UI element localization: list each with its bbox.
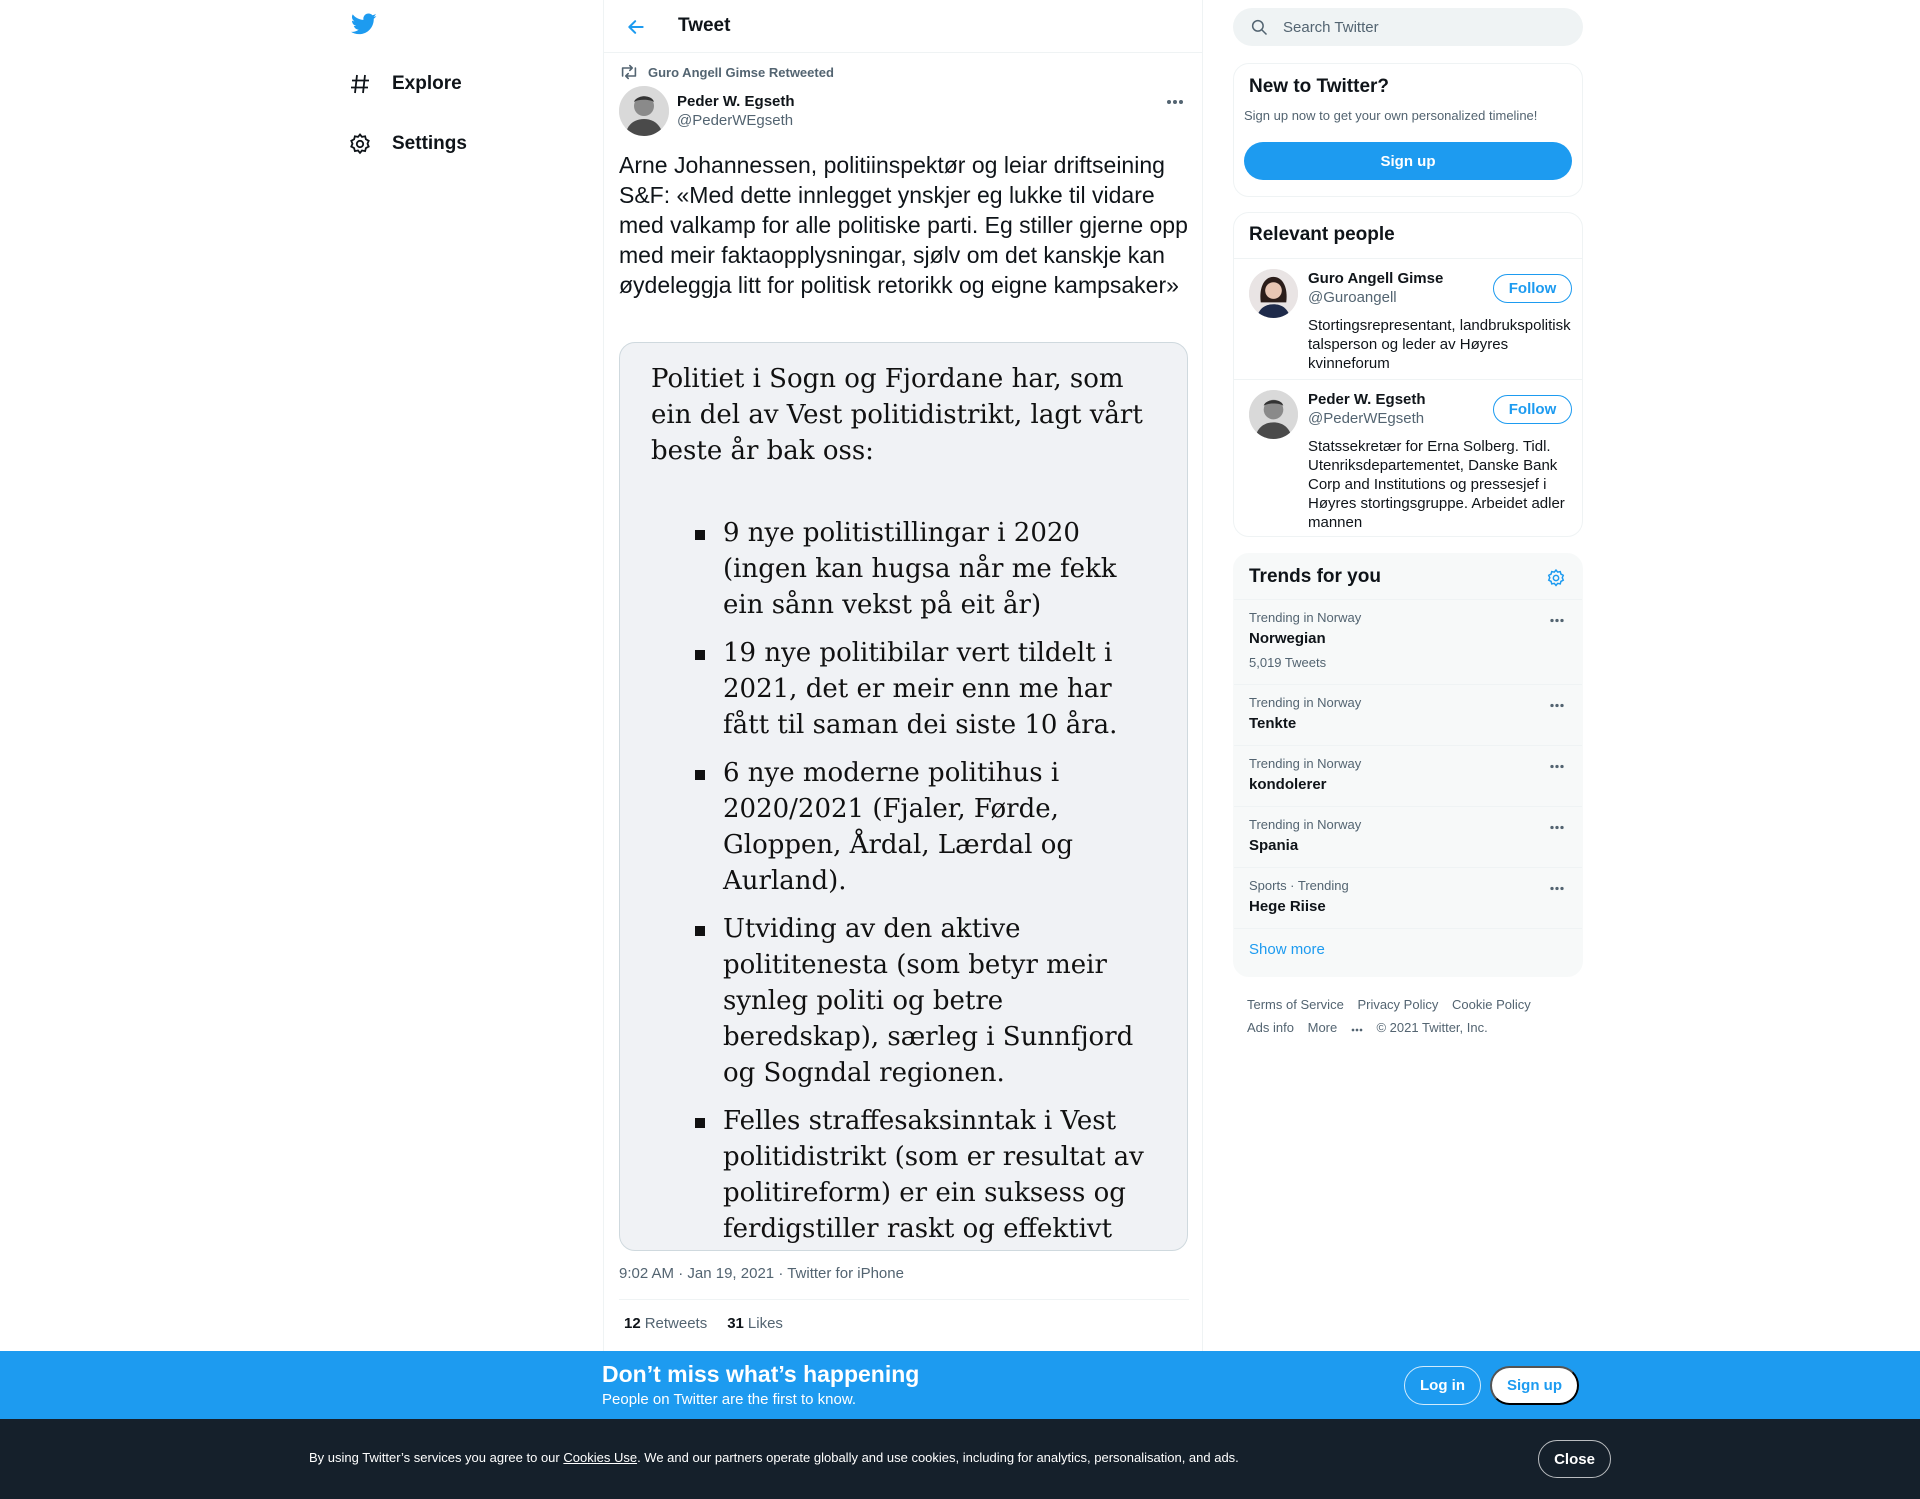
follow-button[interactable]: Follow bbox=[1493, 274, 1572, 303]
retweets-stat[interactable] bbox=[624, 1315, 707, 1332]
page-title: Tweet bbox=[678, 15, 731, 36]
trend-name: Norwegian bbox=[1249, 630, 1326, 647]
hashtag-icon bbox=[346, 70, 374, 98]
new-to-twitter-subtitle: Sign up now to get your own personalized timeline! bbox=[1244, 108, 1538, 123]
media-bullet-item: 19 nye politibilar vert tildelt i 2021, det er meir enn me har fått til saman dei siste 10 åra. bbox=[695, 635, 1157, 743]
divider bbox=[1234, 258, 1582, 259]
cookie-text bbox=[309, 1450, 1239, 1465]
trend-name: kondolerer bbox=[1249, 776, 1327, 793]
media-intro-text: Politiet i Sogn og Fjordane har, som ein del av Vest politidistrikt, lagt vårt beste år bak oss: bbox=[651, 364, 1143, 466]
footer-link[interactable]: Cookie Policy bbox=[1451, 997, 1531, 1012]
trend-item[interactable] bbox=[1234, 600, 1582, 684]
banner-sign-up-button[interactable]: Sign up bbox=[1490, 1366, 1579, 1405]
relevant-people-title: Relevant people bbox=[1249, 224, 1395, 245]
trend-count: 5,019 Tweets bbox=[1249, 655, 1327, 670]
media-bullet-list bbox=[651, 515, 1157, 1251]
retweets-count: 12 bbox=[624, 1315, 641, 1332]
cookie-text-prefix: By using Twitter’s services you agree to our bbox=[309, 1450, 564, 1465]
cookies-use-link[interactable]: Cookies Use bbox=[563, 1450, 638, 1465]
divider bbox=[1234, 928, 1582, 929]
gear-icon bbox=[346, 130, 374, 158]
trend-item[interactable] bbox=[1234, 868, 1582, 928]
trend-item[interactable] bbox=[1234, 746, 1582, 806]
banner-subtitle: People on Twitter are the first to know. bbox=[602, 1391, 857, 1408]
cookie-bar bbox=[0, 1419, 1920, 1499]
relevant-person[interactable] bbox=[1249, 269, 1569, 379]
log-in-button[interactable]: Log in bbox=[1404, 1366, 1481, 1405]
search-input[interactable] bbox=[1283, 19, 1563, 36]
person-avatar[interactable] bbox=[1249, 390, 1298, 439]
copyright: © 2021 Twitter, Inc. bbox=[1376, 1020, 1488, 1035]
person-name[interactable]: Guro Angell Gimse bbox=[1308, 270, 1444, 287]
cookie-close-button[interactable]: Close bbox=[1538, 1440, 1611, 1478]
author-handle[interactable]: @PederWEgseth bbox=[677, 112, 794, 129]
nav-explore-label: Explore bbox=[392, 73, 462, 94]
divider bbox=[1234, 379, 1582, 380]
relevant-people-card bbox=[1233, 212, 1583, 537]
more-options-icon[interactable] bbox=[1546, 697, 1568, 713]
more-options-icon[interactable] bbox=[1546, 880, 1568, 896]
follow-button[interactable]: Follow bbox=[1493, 395, 1572, 424]
trend-context: Trending in Norway bbox=[1249, 695, 1362, 710]
likes-stat[interactable] bbox=[727, 1315, 783, 1332]
author-name[interactable]: Peder W. Egseth bbox=[677, 93, 795, 110]
cookie-text-suffix: . We and our partners operate globally and use cookies, including for analytics, personalisation, and ads. bbox=[637, 1450, 1239, 1465]
retweet-icon bbox=[618, 63, 640, 81]
likes-label: Likes bbox=[747, 1315, 783, 1332]
media-bullet-item: 9 nye politistillingar i 2020 (ingen kan hugsa når me fekk ein sånn vekst på eit år) bbox=[695, 515, 1157, 623]
nav-settings[interactable] bbox=[346, 119, 467, 169]
footer-more[interactable] bbox=[1308, 1020, 1363, 1035]
footer-link[interactable]: Ads info bbox=[1247, 1020, 1294, 1035]
more-options-icon[interactable] bbox=[1546, 758, 1568, 774]
header-bar bbox=[604, 0, 1202, 53]
more-options-icon[interactable] bbox=[1162, 92, 1188, 112]
person-handle[interactable]: @Guroangell bbox=[1308, 289, 1397, 306]
trend-context: Trending in Norway bbox=[1249, 817, 1362, 832]
more-dots-icon bbox=[1351, 1028, 1363, 1032]
trend-context: Trending in Norway bbox=[1249, 610, 1362, 625]
trend-name: Spania bbox=[1249, 837, 1299, 854]
trend-item[interactable] bbox=[1234, 685, 1582, 745]
media-bullet-item: Felles straffesaksinntak i Vest politidistrikt (som er resultat av politireform) er ein suksess og ferdigstiller raskt og effektivt bbox=[695, 1103, 1157, 1251]
tweet-meta bbox=[619, 1265, 904, 1282]
back-arrow-icon[interactable] bbox=[622, 13, 650, 41]
trend-name: Tenkte bbox=[1249, 715, 1297, 732]
footer-link: More bbox=[1307, 1020, 1338, 1035]
twitter-bird-icon[interactable] bbox=[349, 11, 383, 41]
new-to-twitter-title: New to Twitter? bbox=[1249, 76, 1390, 97]
new-to-twitter-card bbox=[1233, 63, 1583, 197]
nav-settings-label: Settings bbox=[392, 133, 467, 154]
gear-icon[interactable] bbox=[1544, 566, 1568, 590]
trend-context: Trending in Norway bbox=[1249, 756, 1362, 771]
tweet-source[interactable]: Twitter for iPhone bbox=[787, 1265, 904, 1282]
trend-item[interactable] bbox=[1234, 807, 1582, 867]
sign-up-button[interactable]: Sign up bbox=[1244, 142, 1572, 180]
meta-separator: · bbox=[678, 1265, 684, 1282]
person-bio: Stortingsrepresentant, landbrukspolitisk talsperson og leder av Høyres kvinneforum bbox=[1308, 317, 1571, 372]
trends-title: Trends for you bbox=[1249, 566, 1381, 587]
more-options-icon[interactable] bbox=[1546, 612, 1568, 628]
trend-name: Hege Riise bbox=[1249, 898, 1326, 915]
person-bio: Statssekretær for Erna Solberg. Tidl. Utenriksdepartementet, Danske Bank Corp and Institutions og pressesjef i Høyres stortingsgruppe. Arbeidet adler mannen bbox=[1308, 438, 1565, 531]
tweet-time[interactable]: 9:02 AM bbox=[619, 1265, 675, 1282]
meta-separator: · bbox=[778, 1265, 784, 1282]
tweet-stats bbox=[624, 1315, 783, 1332]
person-avatar[interactable] bbox=[1249, 269, 1298, 318]
trends-card bbox=[1233, 553, 1583, 977]
tweet-text: Arne Johannessen, politiinspektør og leiar driftseining S&F: «Med dette innlegget ynskjer eg lukke til vidare med valkamp for alle politiske parti. Eg stiller gjerne opp med meir faktaopplysningar, sjølv om det kanskje kan øydeleggja litt for politisk retorikk og eigne kampsaker» bbox=[619, 152, 1188, 298]
retweeted-by-label: Guro Angell Gimse Retweeted bbox=[648, 64, 834, 80]
search-icon bbox=[1249, 17, 1269, 37]
tweet-media-image[interactable] bbox=[619, 342, 1188, 1251]
search-bar[interactable] bbox=[1233, 8, 1583, 46]
author-avatar[interactable] bbox=[619, 86, 669, 136]
signup-banner bbox=[0, 1351, 1920, 1419]
retweets-label: Retweets bbox=[644, 1315, 708, 1332]
likes-count: 31 bbox=[727, 1315, 744, 1332]
main-column bbox=[603, 0, 1203, 1351]
footer-link[interactable]: Terms of Service bbox=[1247, 997, 1344, 1012]
person-handle[interactable]: @PederWEgseth bbox=[1308, 410, 1425, 427]
tweet-date[interactable]: Jan 19, 2021 bbox=[687, 1265, 775, 1282]
footer-link[interactable]: Privacy Policy bbox=[1357, 997, 1439, 1012]
trend-context: Sports · Trending bbox=[1249, 878, 1349, 893]
more-options-icon[interactable] bbox=[1546, 819, 1568, 835]
footer-links bbox=[1247, 993, 1577, 1039]
media-bullet-item: 6 nye moderne politihus i 2020/2021 (Fjaler, Førde, Gloppen, Årdal, Lærdal og Aurland). bbox=[695, 755, 1157, 899]
show-more-link[interactable]: Show more bbox=[1249, 941, 1325, 958]
nav-explore[interactable] bbox=[346, 59, 462, 109]
media-bullet-item: Utviding av den aktive polititenesta (som betyr meir synleg politi og betre beredskap), særleg i Sunnfjord og Sogndal regionen. bbox=[695, 911, 1157, 1091]
retweet-context[interactable] bbox=[618, 63, 834, 81]
banner-title: Don’t miss what’s happening bbox=[602, 1361, 920, 1387]
divider bbox=[619, 1299, 1189, 1300]
person-name[interactable]: Peder W. Egseth bbox=[1308, 391, 1426, 408]
tweet-author[interactable] bbox=[619, 86, 795, 136]
relevant-person[interactable] bbox=[1249, 390, 1569, 530]
